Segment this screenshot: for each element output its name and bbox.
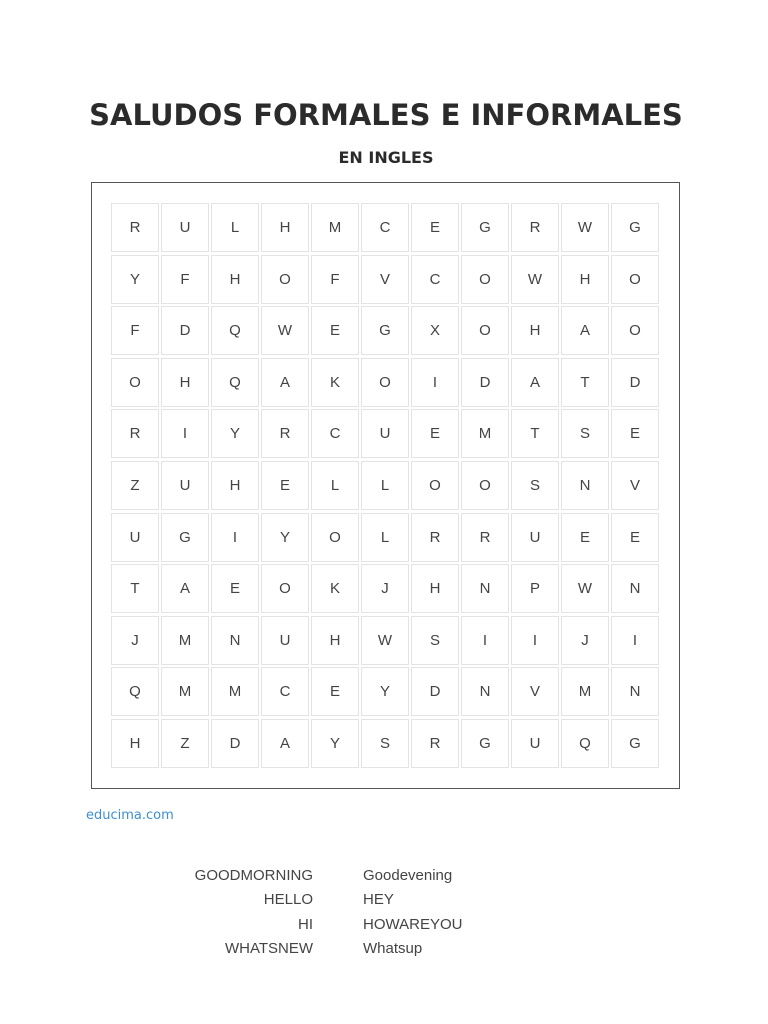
- grid-cell[interactable]: L: [211, 203, 259, 252]
- grid-cell[interactable]: V: [511, 667, 559, 716]
- grid-cell[interactable]: Y: [111, 255, 159, 304]
- grid-cell[interactable]: A: [161, 564, 209, 613]
- grid-cell[interactable]: O: [311, 513, 359, 562]
- grid-cell[interactable]: N: [461, 564, 509, 613]
- grid-cell[interactable]: C: [361, 203, 409, 252]
- grid-cell[interactable]: Q: [211, 358, 259, 407]
- grid-cell[interactable]: G: [611, 203, 659, 252]
- grid-cell[interactable]: C: [311, 409, 359, 458]
- grid-cell[interactable]: M: [561, 667, 609, 716]
- grid-cell[interactable]: S: [561, 409, 609, 458]
- grid-cell[interactable]: Y: [361, 667, 409, 716]
- word-item: HOWAREYOU: [363, 915, 463, 933]
- grid-cell[interactable]: N: [611, 667, 659, 716]
- grid-cell[interactable]: O: [461, 306, 509, 355]
- grid-cell[interactable]: W: [561, 564, 609, 613]
- grid-cell[interactable]: I: [461, 616, 509, 665]
- word-list-left: [195, 864, 313, 961]
- grid-cell[interactable]: Z: [111, 461, 159, 510]
- grid-cell[interactable]: L: [361, 461, 409, 510]
- word-item: HI: [298, 915, 313, 933]
- grid-cell[interactable]: U: [161, 461, 209, 510]
- grid-cell[interactable]: J: [361, 564, 409, 613]
- grid-cell[interactable]: J: [111, 616, 159, 665]
- grid-cell[interactable]: T: [511, 409, 559, 458]
- grid-cell[interactable]: M: [161, 667, 209, 716]
- grid-cell[interactable]: U: [111, 513, 159, 562]
- grid-cell[interactable]: Q: [111, 667, 159, 716]
- grid-cell[interactable]: W: [361, 616, 409, 665]
- grid-cell[interactable]: R: [461, 513, 509, 562]
- grid-cell[interactable]: Z: [161, 719, 209, 768]
- grid-cell[interactable]: S: [411, 616, 459, 665]
- grid-cell[interactable]: C: [411, 255, 459, 304]
- grid-cell[interactable]: R: [261, 409, 309, 458]
- grid-cell[interactable]: T: [111, 564, 159, 613]
- word-item: HELLO: [263, 891, 313, 909]
- grid-cell[interactable]: V: [361, 255, 409, 304]
- grid-cell[interactable]: G: [461, 719, 509, 768]
- grid-cell[interactable]: H: [311, 616, 359, 665]
- page-title: SALUDOS FORMALES E INFORMALES: [89, 98, 683, 132]
- grid-cell[interactable]: O: [461, 255, 509, 304]
- grid-cell[interactable]: E: [411, 203, 459, 252]
- grid-cell[interactable]: O: [461, 461, 509, 510]
- grid-cell[interactable]: S: [361, 719, 409, 768]
- grid-cell[interactable]: W: [261, 306, 309, 355]
- grid-cell[interactable]: H: [161, 358, 209, 407]
- grid-cell[interactable]: H: [261, 203, 309, 252]
- grid-cell[interactable]: E: [261, 461, 309, 510]
- grid-cell[interactable]: D: [611, 358, 659, 407]
- grid-cell[interactable]: O: [411, 461, 459, 510]
- word-item: WHATSNEW: [224, 939, 313, 957]
- grid-cell[interactable]: H: [411, 564, 459, 613]
- grid-cell[interactable]: R: [511, 203, 559, 252]
- grid-cell[interactable]: H: [111, 719, 159, 768]
- grid-cell[interactable]: M: [161, 616, 209, 665]
- grid-cell[interactable]: N: [211, 616, 259, 665]
- grid-cell[interactable]: E: [311, 306, 359, 355]
- word-item: HEY: [363, 891, 394, 909]
- grid-cell[interactable]: H: [561, 255, 609, 304]
- grid-cell[interactable]: D: [461, 358, 509, 407]
- grid-cell[interactable]: U: [511, 719, 559, 768]
- grid-cell[interactable]: K: [311, 564, 359, 613]
- grid-cell[interactable]: M: [211, 667, 259, 716]
- grid-cell[interactable]: L: [311, 461, 359, 510]
- page-subtitle: EN INGLES: [338, 148, 434, 167]
- grid-cell[interactable]: U: [161, 203, 209, 252]
- grid-cell[interactable]: F: [111, 306, 159, 355]
- grid-cell[interactable]: P: [511, 564, 559, 613]
- grid-cell[interactable]: J: [561, 616, 609, 665]
- grid-cell[interactable]: A: [261, 719, 309, 768]
- grid-cell[interactable]: R: [411, 513, 459, 562]
- grid-cell[interactable]: H: [211, 461, 259, 510]
- grid-cell[interactable]: U: [511, 513, 559, 562]
- grid-cell[interactable]: G: [461, 203, 509, 252]
- grid-cell[interactable]: D: [411, 667, 459, 716]
- grid-cell[interactable]: K: [311, 358, 359, 407]
- grid-cell[interactable]: I: [161, 409, 209, 458]
- grid-cell[interactable]: E: [311, 667, 359, 716]
- grid-cell[interactable]: R: [111, 203, 159, 252]
- word-item: Goodevening: [363, 867, 453, 884]
- grid-cell[interactable]: U: [361, 409, 409, 458]
- word-list-right: [363, 864, 462, 961]
- grid-cell[interactable]: R: [411, 719, 459, 768]
- grid-cell[interactable]: E: [411, 409, 459, 458]
- grid-cell[interactable]: E: [561, 513, 609, 562]
- grid-cell[interactable]: O: [611, 255, 659, 304]
- grid-cell[interactable]: V: [611, 461, 659, 510]
- grid-cell[interactable]: N: [561, 461, 609, 510]
- grid-cell[interactable]: T: [561, 358, 609, 407]
- grid-cell[interactable]: X: [411, 306, 459, 355]
- grid-cell[interactable]: Q: [211, 306, 259, 355]
- grid-cell[interactable]: R: [111, 409, 159, 458]
- grid-cell[interactable]: M: [461, 409, 509, 458]
- grid-cell[interactable]: W: [561, 203, 609, 252]
- grid-cell[interactable]: E: [611, 409, 659, 458]
- grid-cell[interactable]: N: [461, 667, 509, 716]
- grid-cell[interactable]: S: [511, 461, 559, 510]
- grid-cell[interactable]: W: [511, 255, 559, 304]
- grid-cell[interactable]: N: [611, 564, 659, 613]
- grid-cell[interactable]: M: [311, 203, 359, 252]
- grid-cell[interactable]: A: [511, 358, 559, 407]
- grid-cell[interactable]: I: [411, 358, 459, 407]
- grid-cell[interactable]: G: [361, 306, 409, 355]
- grid-cell[interactable]: D: [161, 306, 209, 355]
- grid-cell[interactable]: Y: [211, 409, 259, 458]
- grid-cell[interactable]: E: [611, 513, 659, 562]
- grid-cell[interactable]: E: [211, 564, 259, 613]
- grid-cell[interactable]: A: [261, 358, 309, 407]
- grid-cell[interactable]: C: [261, 667, 309, 716]
- grid-cell[interactable]: O: [611, 306, 659, 355]
- grid-cell[interactable]: H: [211, 255, 259, 304]
- grid-cell[interactable]: G: [161, 513, 209, 562]
- word-item: GOODMORNING: [194, 867, 313, 884]
- grid-cell[interactable]: U: [261, 616, 309, 665]
- grid-cell[interactable]: I: [511, 616, 559, 665]
- grid-cell[interactable]: F: [161, 255, 209, 304]
- grid-cell[interactable]: Q: [561, 719, 609, 768]
- grid-cell[interactable]: O: [261, 564, 309, 613]
- grid-cell[interactable]: O: [361, 358, 409, 407]
- word-item: Whatsup: [363, 939, 423, 957]
- grid-cell[interactable]: D: [211, 719, 259, 768]
- letter-grid: [111, 203, 659, 768]
- grid-cell[interactable]: O: [261, 255, 309, 304]
- grid-cell[interactable]: L: [361, 513, 409, 562]
- source-link[interactable]: educima.com: [86, 808, 174, 823]
- grid-cell[interactable]: Y: [261, 513, 309, 562]
- grid-cell[interactable]: A: [561, 306, 609, 355]
- grid-cell[interactable]: I: [211, 513, 259, 562]
- grid-cell[interactable]: Y: [311, 719, 359, 768]
- grid-cell[interactable]: F: [311, 255, 359, 304]
- grid-cell[interactable]: H: [511, 306, 559, 355]
- grid-cell[interactable]: G: [611, 719, 659, 768]
- grid-cell[interactable]: I: [611, 616, 659, 665]
- grid-cell[interactable]: O: [111, 358, 159, 407]
